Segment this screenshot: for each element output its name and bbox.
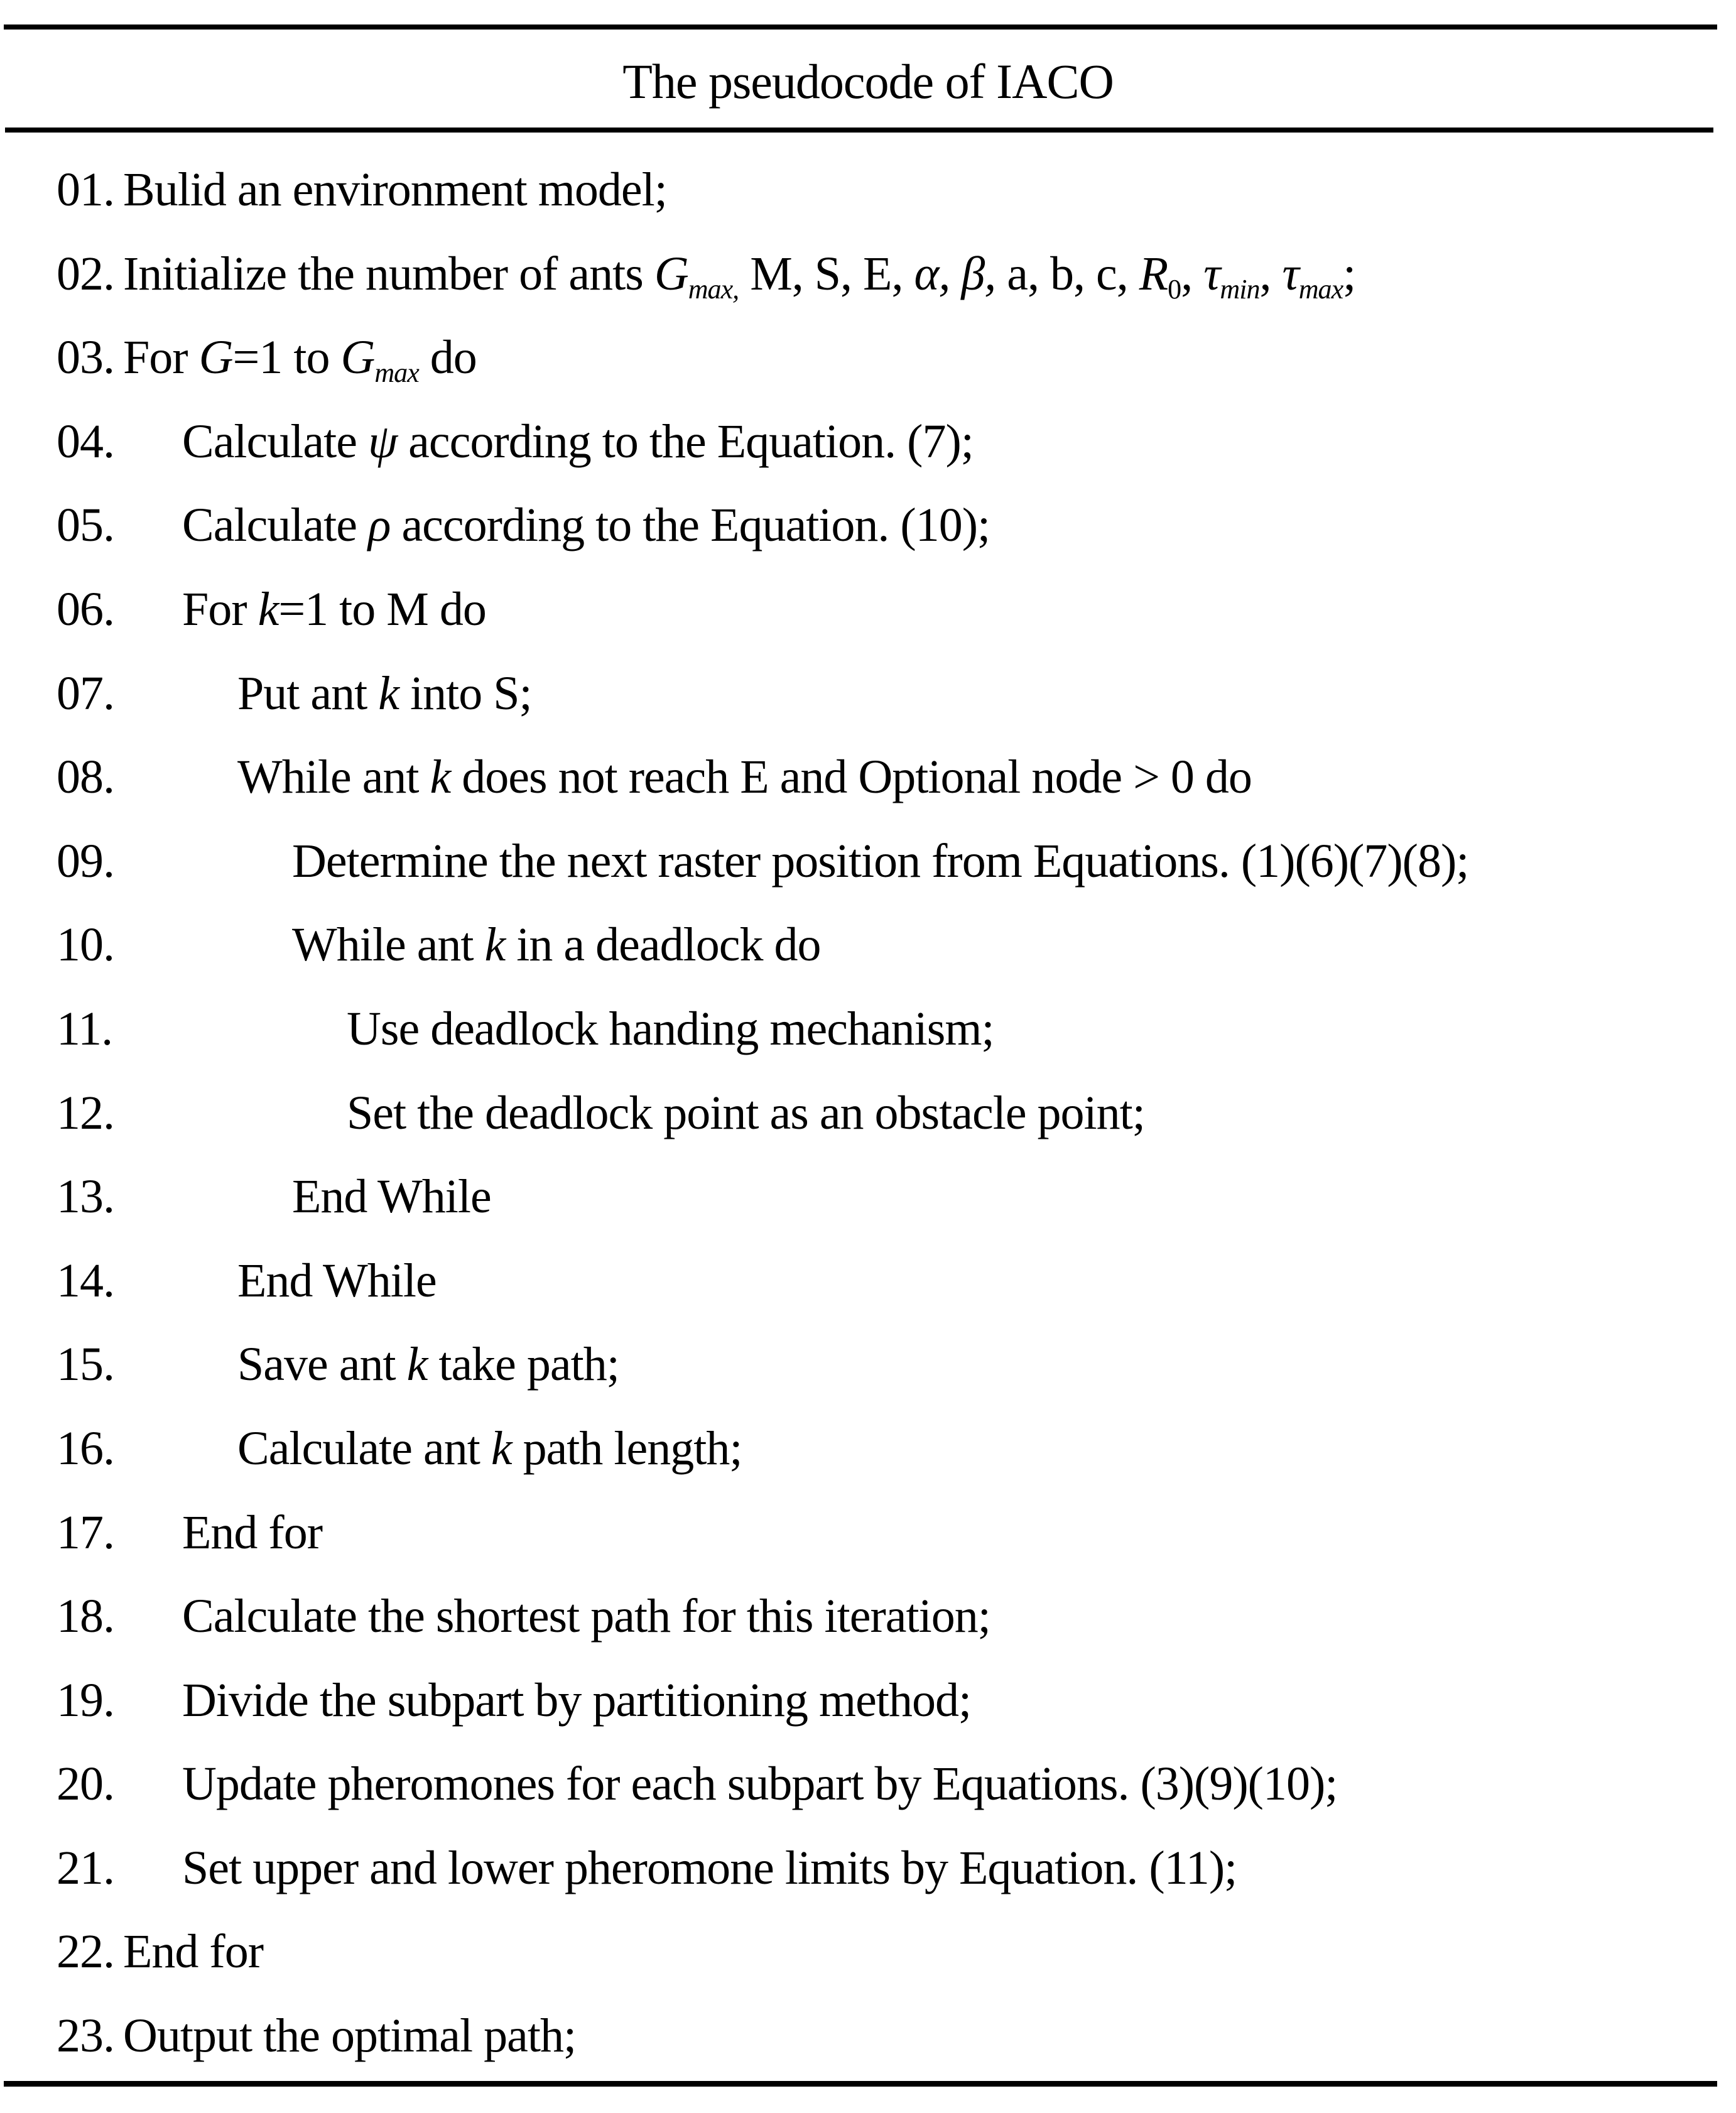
line-text <box>292 830 1468 893</box>
text-run: a, b, c, <box>995 247 1139 300</box>
line-text <box>182 410 974 473</box>
line-text <box>123 1920 263 1983</box>
text-run: While ant <box>292 918 485 972</box>
line-number: 23. <box>57 2009 114 2063</box>
text-run: Calculate the shortest path for this iteration; <box>182 1590 990 1643</box>
bottom-rule <box>4 2081 1717 2087</box>
math-symbol: ψ <box>367 415 398 468</box>
subscript: min <box>1220 273 1260 305</box>
text-run: For <box>182 582 258 636</box>
text-run: Save ant <box>237 1338 407 1391</box>
line-text <box>237 746 1252 808</box>
text-run: Initialize the number of ants <box>123 247 654 300</box>
text-run: , <box>1181 247 1204 300</box>
line-number: 03. <box>57 331 114 384</box>
code-line <box>0 1920 1736 2004</box>
math-symbol: G <box>654 247 688 300</box>
line-number: 08. <box>57 751 114 804</box>
text-run: into S; <box>398 666 532 720</box>
text-run: , <box>1259 247 1283 300</box>
math-symbol: k <box>258 582 279 636</box>
line-text <box>123 2004 576 2067</box>
code-line <box>0 326 1736 410</box>
line-number: 05. <box>57 499 114 552</box>
code-line <box>0 410 1736 494</box>
math-symbol: k <box>430 751 451 804</box>
line-number: 20. <box>57 1757 114 1811</box>
text-run: do <box>418 331 477 384</box>
text-run: Output the optimal path; <box>123 2009 577 2063</box>
text-run: does not reach E and Optional node > 0 do <box>450 751 1252 804</box>
math-symbol: k <box>406 1338 428 1391</box>
text-run: Set the deadlock point as an obstacle point; <box>347 1086 1145 1139</box>
subscript: max <box>1298 273 1343 305</box>
math-symbol: G <box>340 331 375 384</box>
code-line <box>0 746 1736 830</box>
code-line <box>0 2004 1736 2089</box>
code-line <box>0 997 1736 1082</box>
code-line <box>0 1165 1736 1249</box>
text-run: path length; <box>511 1421 742 1475</box>
code-line <box>0 913 1736 997</box>
pseudocode-listing <box>0 158 1736 2089</box>
text-run: M, S, E, <box>739 247 914 300</box>
code-line <box>0 494 1736 578</box>
code-line <box>0 1669 1736 1753</box>
top-rule <box>4 24 1717 30</box>
text-run: End for <box>182 1506 323 1559</box>
line-text <box>292 913 820 976</box>
line-number: 19. <box>57 1673 114 1727</box>
line-number: 11. <box>57 1002 113 1055</box>
line-number: 14. <box>57 1254 114 1307</box>
line-number: 06. <box>57 582 114 636</box>
line-number: 16. <box>57 1421 114 1475</box>
line-number: 13. <box>57 1170 114 1224</box>
line-text <box>123 242 1355 305</box>
code-line <box>0 1417 1736 1501</box>
text-run: Bulid an environment model; <box>123 163 667 216</box>
line-number: 01. <box>57 163 114 216</box>
math-symbol: τ <box>1282 247 1299 300</box>
text-run <box>950 247 961 300</box>
math-symbol: τ <box>1203 247 1220 300</box>
line-text <box>237 1417 742 1480</box>
line-number: 10. <box>57 918 114 972</box>
text-run: End While <box>237 1254 437 1307</box>
code-line <box>0 158 1736 242</box>
line-number: 07. <box>57 666 114 720</box>
code-line <box>0 1249 1736 1334</box>
text-run: Set upper and lower pheromone limits by Equation. (11); <box>182 1841 1237 1894</box>
line-text <box>182 578 486 641</box>
subscript: max, <box>688 273 739 305</box>
math-symbol: k <box>491 1421 512 1475</box>
math-symbol: k <box>484 918 506 972</box>
line-number: 12. <box>57 1086 114 1139</box>
code-line <box>0 1333 1736 1417</box>
math-symbol: α, <box>914 247 950 300</box>
line-text <box>182 1837 1237 1899</box>
header-rule <box>5 128 1713 133</box>
line-text <box>237 1333 619 1396</box>
text-run: Calculate <box>182 415 368 468</box>
line-number: 22. <box>57 1925 114 1979</box>
text-run: Calculate <box>182 499 368 552</box>
line-text <box>182 1669 971 1732</box>
text-run: Calculate ant <box>237 1421 491 1475</box>
text-run: Divide the subpart by partitioning method; <box>182 1673 972 1727</box>
line-number: 04. <box>57 415 114 468</box>
line-text <box>237 662 532 725</box>
subscript: max <box>374 357 419 389</box>
subscript: 0 <box>1168 273 1181 305</box>
code-line <box>0 578 1736 662</box>
text-run: =1 to M do <box>278 582 486 636</box>
line-text <box>182 1585 990 1648</box>
text-run: While ant <box>237 751 430 804</box>
text-run: Determine the next raster position from Equations. (1)(6)(7)(8); <box>292 834 1469 888</box>
code-line <box>0 830 1736 914</box>
text-run: End While <box>292 1170 491 1224</box>
line-number: 09. <box>57 834 114 888</box>
code-line <box>0 662 1736 746</box>
text-run: Put ant <box>237 666 379 720</box>
line-number: 02. <box>57 247 114 300</box>
line-text <box>182 1752 1337 1815</box>
code-line <box>0 1837 1736 1921</box>
text-run: according to the Equation. (7); <box>397 415 974 468</box>
math-symbol: G <box>198 331 233 384</box>
line-text <box>237 1249 437 1312</box>
code-line <box>0 242 1736 327</box>
line-text <box>347 997 994 1060</box>
line-text <box>292 1165 491 1228</box>
table-caption: The pseudocode of IACO <box>622 54 1114 109</box>
math-symbol: R <box>1139 247 1168 300</box>
text-run: take path; <box>427 1338 619 1391</box>
text-run: in a deadlock do <box>505 918 821 972</box>
text-run: =1 to <box>232 331 341 384</box>
line-text <box>123 326 477 389</box>
text-run: Update pheromones for each subpart by Equations. (3)(9)(10); <box>182 1757 1338 1811</box>
code-line <box>0 1585 1736 1669</box>
code-line <box>0 1752 1736 1837</box>
line-text <box>347 1082 1145 1144</box>
text-run: End for <box>123 1925 264 1979</box>
line-text <box>182 494 990 557</box>
math-symbol: β, <box>961 247 996 300</box>
code-line <box>0 1501 1736 1585</box>
text-run: ; <box>1343 247 1356 300</box>
math-symbol: k <box>378 666 399 720</box>
line-text <box>182 1501 322 1564</box>
code-line <box>0 1082 1736 1166</box>
text-run: according to the Equation. (10); <box>390 499 990 552</box>
line-number: 15. <box>57 1338 114 1391</box>
line-number: 18. <box>57 1590 114 1643</box>
line-number: 21. <box>57 1841 114 1894</box>
math-symbol: ρ <box>367 499 391 552</box>
text-run: For <box>123 331 199 384</box>
line-text <box>123 158 667 221</box>
text-run: Use deadlock handing mechanism; <box>347 1002 994 1055</box>
line-number: 17. <box>57 1506 114 1559</box>
